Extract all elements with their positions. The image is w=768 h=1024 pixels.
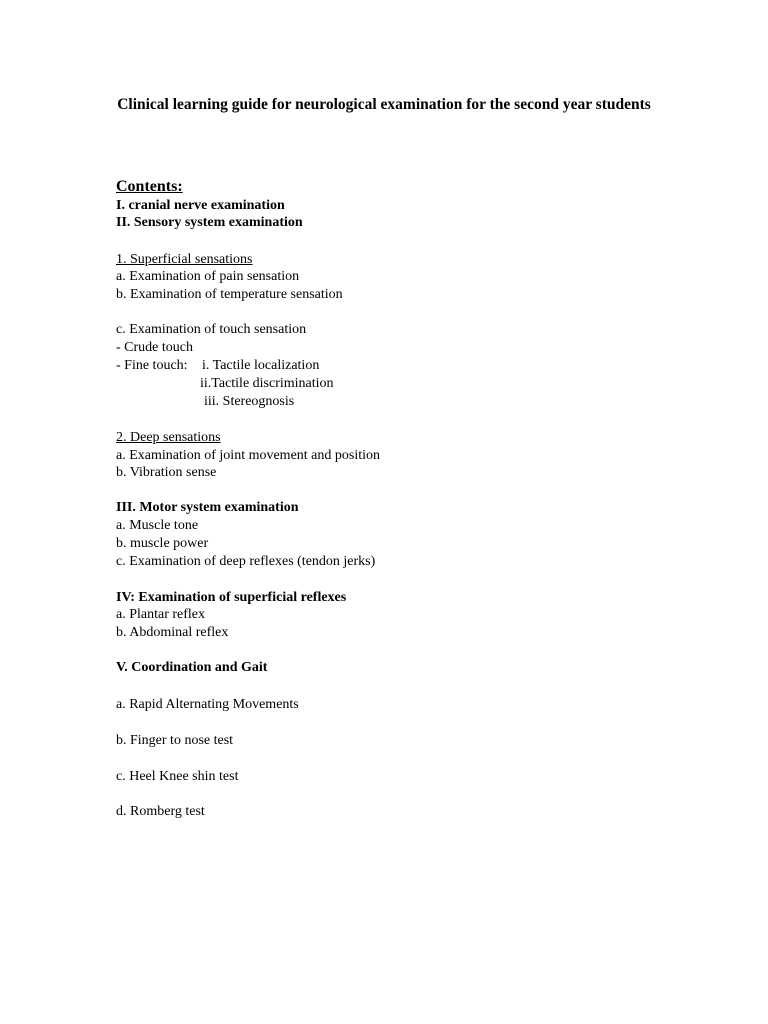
superficial-sensations-heading: 1. Superficial sensations <box>116 252 253 267</box>
deep-sensations-heading: 2. Deep sensations <box>116 430 221 445</box>
list-item: a. Rapid Alternating Movements <box>116 697 299 712</box>
section-sensory-system: II. Sensory system examination <box>116 215 303 230</box>
list-item: b. muscle power <box>116 536 209 551</box>
contents-heading: Contents: <box>116 178 183 195</box>
list-item: a. Examination of pain sensation <box>116 269 300 284</box>
list-item: d. Romberg test <box>116 804 205 819</box>
superficial-reflexes-heading: IV: Examination of superficial reflexes <box>116 590 347 605</box>
list-item: iii. Stereognosis <box>204 394 295 409</box>
list-item: a. Examination of joint movement and position <box>116 448 381 463</box>
list-item: b. Abdominal reflex <box>116 625 229 640</box>
list-item: - Crude touch <box>116 340 193 355</box>
section-cranial-nerve: I. cranial nerve examination <box>116 198 285 213</box>
list-item: a. Plantar reflex <box>116 607 206 622</box>
fine-touch-label: - Fine touch: <box>116 358 188 373</box>
list-item: ii.Tactile discrimination <box>200 376 334 391</box>
coordination-gait-heading: V. Coordination and Gait <box>116 660 268 675</box>
list-item: c. Heel Knee shin test <box>116 769 239 784</box>
list-item: b. Finger to nose test <box>116 733 234 748</box>
list-item: c. Examination of deep reflexes (tendon jerks) <box>116 554 376 569</box>
list-item: b. Examination of temperature sensation <box>116 287 343 302</box>
list-item: i. Tactile localization <box>202 358 320 373</box>
motor-system-heading: III. Motor system examination <box>116 500 299 515</box>
list-item: b. Vibration sense <box>116 465 217 480</box>
list-item: c. Examination of touch sensation <box>116 322 307 337</box>
list-item: a. Muscle tone <box>116 518 199 533</box>
document-title: Clinical learning guide for neurological examination for the second year students <box>117 96 651 113</box>
